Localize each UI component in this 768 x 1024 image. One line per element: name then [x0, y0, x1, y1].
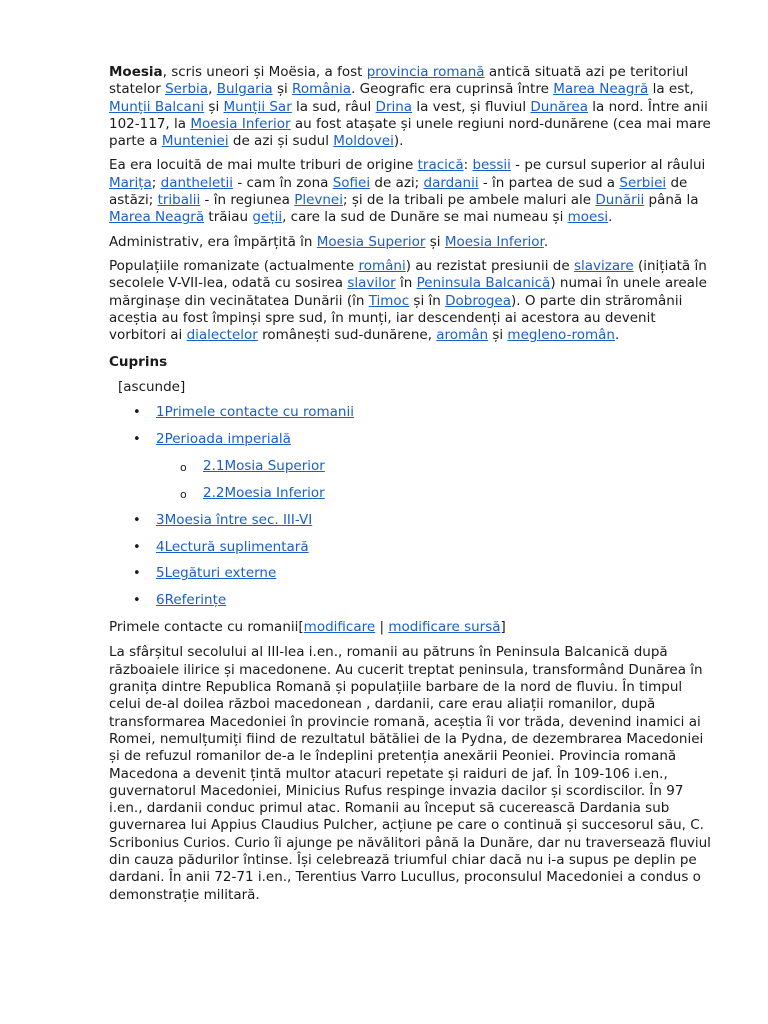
toc-toggle[interactable]: [ascunde] — [118, 378, 186, 395]
toc-link-moesia-intre-sec[interactable]: 3Moesia între sec. III-VI — [156, 511, 313, 528]
link-munteniei[interactable]: Munteniei — [161, 133, 229, 150]
bullet-icon: • — [133, 431, 141, 447]
toc-link-primele-contacte[interactable]: 1Primele contacte cu romanii — [156, 404, 354, 421]
toc-link-legaturi-externe[interactable]: 5Legături externe — [156, 565, 277, 582]
text: la est, — [648, 81, 694, 98]
text: . Geografic era cuprinsă între — [351, 81, 554, 98]
toc-item — [109, 539, 713, 556]
toc-item — [109, 404, 713, 421]
text: de azi și sudul — [228, 133, 334, 150]
link-tracica[interactable]: tracică — [417, 157, 464, 174]
toc-link-lectura-suplimentara[interactable]: 4Lectură suplimentară — [156, 538, 309, 555]
link-plevnei[interactable]: Plevnei — [294, 192, 343, 209]
intro-paragraph-1 — [109, 64, 713, 150]
link-moesi[interactable]: moesi — [567, 209, 609, 226]
text: . — [614, 327, 620, 344]
toc-subitem — [109, 458, 713, 475]
toc-item — [109, 565, 713, 582]
link-bessii[interactable]: bessii — [472, 157, 511, 174]
link-sofiei[interactable]: Sofiei — [332, 174, 371, 191]
text: : — [463, 157, 473, 174]
link-moesia-superior[interactable]: Moesia Superior — [316, 233, 426, 250]
link-serbia[interactable]: Serbia — [165, 81, 209, 98]
toc-item — [109, 431, 713, 448]
text: ; — [151, 174, 161, 191]
text: , scris uneori și Moësia, a fost — [162, 64, 367, 80]
toc-link-mosia-superior[interactable]: 2.1Mosia Superior — [203, 457, 325, 474]
bracket-open: [ — [298, 619, 304, 636]
text: , care la sud de Dunăre se mai numeau și — [282, 209, 568, 226]
bullet-icon: • — [133, 566, 141, 582]
toc-item — [109, 592, 713, 609]
toc-link-perioada-imperiala[interactable]: 2Perioada imperială — [156, 430, 291, 447]
link-moesia-inferior[interactable]: Moesia Inferior — [190, 115, 291, 132]
text: și — [272, 81, 293, 98]
text: Ea era locuită de mai multe triburi de origine — [109, 157, 418, 174]
bullet-icon: • — [133, 539, 141, 555]
section-heading — [109, 619, 713, 636]
section-title: Primele contacte cu romanii — [109, 619, 299, 636]
text: - pe cursul superior al râului — [510, 157, 706, 174]
text: - cam în zona — [233, 174, 333, 191]
link-muntii-balcani[interactable]: Munții Balcani — [109, 98, 205, 115]
link-dobrogea[interactable]: Dobrogea — [445, 292, 511, 309]
text: . — [543, 233, 549, 250]
text: . — [608, 209, 613, 226]
link-marea-neagra[interactable]: Marea Neagră — [553, 81, 649, 98]
bracket-close: ] — [500, 619, 506, 636]
text: ). O parte din străromânii aceștia au fost împinși spre sud, în munți, iar descendenți ai acestora au devenit vorbitori ai — [109, 292, 683, 344]
text: ). — [393, 133, 404, 150]
link-serbiei[interactable]: Serbiei — [619, 174, 667, 191]
link-provincia-romana[interactable]: provincia romană — [366, 64, 485, 80]
text: și în — [409, 292, 446, 309]
intro-paragraph-3 — [109, 234, 713, 251]
text: Administrativ, era împărțită în — [109, 233, 317, 250]
text: Populațiile romanizate (actualmente — [109, 257, 359, 274]
text: - în partea de sud a — [478, 174, 620, 191]
bullet-icon: • — [133, 593, 141, 609]
link-getii[interactable]: geții — [252, 209, 283, 226]
link-romani[interactable]: români — [358, 257, 406, 274]
link-dardanii[interactable]: dardanii — [423, 174, 479, 191]
link-dunarea[interactable]: Dunărea — [530, 98, 588, 115]
toc-item — [109, 512, 713, 529]
bullet-icon: • — [133, 512, 141, 528]
bullet-icon: • — [133, 405, 141, 421]
link-marea-neagra-2[interactable]: Marea Neagră — [109, 209, 205, 226]
link-romania[interactable]: România — [292, 81, 352, 98]
text: - în regiunea — [200, 192, 295, 209]
edit-separator: | — [375, 619, 389, 636]
text: românești sud-dunărene, — [257, 327, 437, 344]
edit-source-link[interactable]: modificare sursă — [388, 619, 501, 636]
text: ) au rezistat presiunii de — [405, 257, 574, 274]
circle-bullet-icon: o — [180, 487, 187, 501]
table-of-contents — [109, 404, 713, 610]
toc-link-moesia-inferior[interactable]: 2.2Moesia Inferior — [203, 484, 325, 501]
toc-subitem — [109, 485, 713, 502]
link-megleno-roman[interactable]: megleno-român — [507, 327, 615, 344]
text: în — [395, 275, 417, 292]
circle-bullet-icon: o — [180, 460, 187, 474]
link-moesia-inferior-2[interactable]: Moesia Inferior — [444, 233, 544, 250]
text: ; și de la tribali pe ambele maluri ale — [343, 192, 596, 209]
link-dunarii[interactable]: Dunării — [595, 192, 645, 209]
text: la sud, râul — [291, 98, 376, 115]
text: și — [425, 233, 445, 250]
text: și — [488, 327, 508, 344]
intro-paragraph-2 — [109, 157, 713, 226]
link-dialectelor[interactable]: dialectelor — [186, 327, 258, 344]
link-timoc[interactable]: Timoc — [368, 292, 410, 309]
text: au fost atașate și unele regiuni nord-dunărene (cea mai mare parte a — [109, 115, 711, 150]
text: de astăzi; — [109, 174, 688, 209]
link-slavilor[interactable]: slavilor — [347, 275, 396, 292]
link-moldovei[interactable]: Moldovei — [333, 133, 394, 150]
link-peninsula-balcanica[interactable]: Peninsula Balcanică — [416, 275, 551, 292]
toc-title: Cuprins — [109, 354, 168, 371]
text: la nord. Între anii 102-117, la — [109, 98, 708, 132]
text: (inițiată în secolele V-VII-lea, odată cu sosirea — [109, 257, 707, 292]
text: de azi; — [370, 174, 424, 191]
link-tribalii[interactable]: tribalii — [157, 192, 201, 209]
article-subject: Moesia — [109, 64, 163, 80]
text: ) numai în unele areale mărginașe din vecinătatea Dunării (în — [109, 275, 707, 309]
text: antică situată azi pe teritoriul statelor — [109, 64, 689, 98]
link-muntii-sar[interactable]: Munții Sar — [223, 98, 292, 115]
link-bulgaria[interactable]: Bulgaria — [216, 81, 273, 98]
intro-paragraph-4 — [109, 258, 713, 344]
section-body-paragraph: La sfârșitul secolului al III-lea i.en., romanii au pătruns în Peninsula Balcanică după războaiele ilirice și macedonene. Au cucerit treptat peninsula, transformând Dunărea în granița dintre Republica Romană și populațiile barbare de la nord de fluviu. În timpul celui de-al doilea război macedonean , dardanii, care erau aliații romanilor, după transformarea Macedoniei în provincie romană, aceștia îi vor trăda, devenind inamici ai Romei, nemulțumiți fiind de rezultatul bătăliei de la Pydna, de dezembrarea Macedoniei și de refuzul romanilor de-a le îndeplini pretenția anexării Peoniei. Provincia romană Macedona a devenit țintă multor atacuri repetate și raiduri de jaf. În 109-106 i.en., guvernatorul Macedoniei, Minicius Rufus respinge invazia dacilor și scordiscilor. În 97 i.en., dardanii conduc primul atac. Romanii au început să cucerească Dardania sub guvernarea lui Appius Claudius Pulcher, acțiune pe care o continuă și succesorul său, C. Scribonius Curios. Curio îi ajunge pe năvălitori până la Dunăre, dar nu traversează fluviul din cauza pădurilor întinse. Își celebrează triumful chiar dacă nu i-a supus pe deplin pe dardani. În anii 72-71 i.en., Terentius Varro Lucullus, proconsulul Macedoniei a condus o demonstrație militară. — [109, 644, 711, 903]
text: trăiau — [204, 209, 253, 226]
article-body — [109, 64, 713, 911]
link-dantheletii[interactable]: dantheletii — [160, 174, 234, 191]
edit-link[interactable]: modificare — [303, 619, 376, 636]
link-marita[interactable]: Marița — [109, 174, 152, 191]
text: și — [204, 98, 224, 115]
text: la vest, și fluviul — [412, 98, 531, 115]
toc-link-referinte[interactable]: 6Referințe — [156, 592, 227, 609]
text: până la — [644, 192, 699, 209]
link-drina[interactable]: Drina — [375, 98, 413, 115]
link-slavizare[interactable]: slavizare — [573, 257, 634, 274]
text: , — [208, 81, 217, 98]
link-aroman[interactable]: aromân — [436, 327, 489, 344]
